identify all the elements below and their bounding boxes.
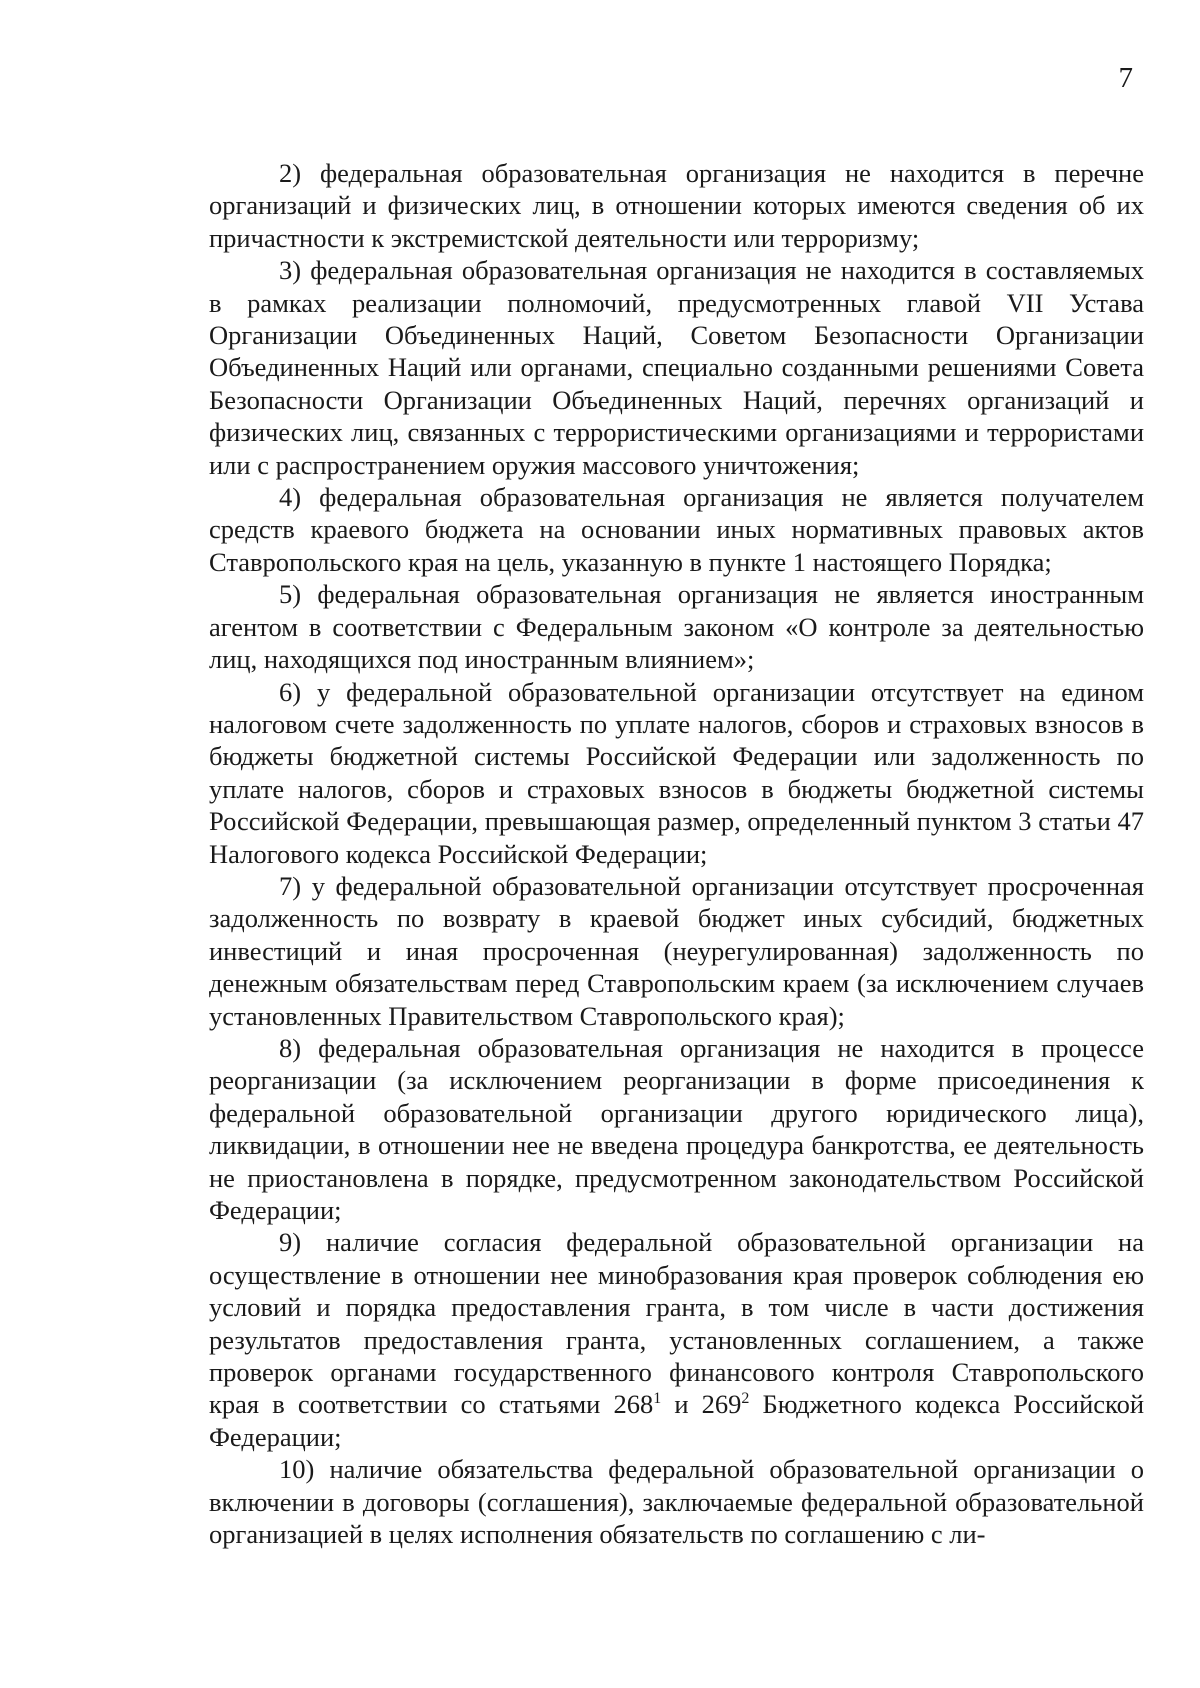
paragraph-item-4 [209, 481, 1144, 578]
paragraph-text: Бюджетного кодекса Российской Федерации; [209, 1389, 1145, 1452]
paragraph-text: 5) федеральная образовательная организация не является иностранным агентом в соответствии с Федеральным законом «О контроле за деятельностью лиц, находящихся под иностранным влиянием»; [209, 579, 1144, 675]
paragraph-item-10 [209, 1453, 1144, 1550]
paragraph-item-3 [209, 254, 1144, 481]
paragraph-text: 6) у федеральной образовательной организации отсутствует на едином налоговом счете задолженность по уплате налогов, сборов и страховых взносов в бюджеты бюджетной системы Российской Федерации или задолженность по уплате налогов, сборов и страховых взносов в бюджеты бюджетной системы Российской Федерации, превышающая размер, определенный пунктом 3 статьи 47 Налогового кодекса Российской Федерации; [209, 676, 1144, 869]
page-number: 7 [1118, 62, 1133, 94]
paragraph-item-6 [209, 676, 1144, 870]
paragraph-text: 3) федеральная образовательная организация не находится в составляемых в рамках реализации полномочий, предусмотренных главой VII Устава Организации Объединенных Наций, Советом Безопасности Организации Объединенных Наций или органами, специально созданными решениями Совета Безопасности Организации Объединенных Наций, перечнях организаций и физических лиц, связанных с террористическими организациями и террористами или с распространением оружия массового уничтожения; [209, 255, 1144, 480]
superscript: 2 [741, 1390, 750, 1408]
paragraph-item-9 [209, 1226, 1144, 1453]
paragraph-item-5 [209, 578, 1144, 675]
paragraph-text: 9) наличие согласия федеральной образовательной организации на осуществление в отношении нее минобразования края проверок соблюдения ею условий и порядка предоставления гранта, в том числе в части достижения результатов предоставления гранта, установленных соглашением, а также проверок органами государственного финансового контроля Ставропольского края в соответствии со статьями 268 [209, 1227, 1144, 1420]
paragraph-item-7 [209, 870, 1144, 1032]
paragraph-text: 2) федеральная образовательная организация не находится в перечне организаций и физических лиц, в отношении которых имеются сведения об их причастности к экстремистской деятельности или терроризму; [209, 158, 1144, 253]
paragraph-text: 8) федеральная образовательная организация не находится в процессе реорганизации (за исключением реорганизации в форме присоединения к федеральной образовательной организации другого юридического лица), ликвидации, в отношении нее не введена процедура банкротства, ее деятельность не приостановлена в порядке, предусмотренном законодательством Российской Федерации; [209, 1032, 1144, 1225]
paragraph-item-8 [209, 1032, 1144, 1226]
document-body [209, 157, 1144, 1550]
paragraph-text: 7) у федеральной образовательной организации отсутствует просроченная задолженность по возврату в краевой бюджет иных субсидий, бюджетных инвестиций и иная просроченная (неурегулированная) задолженность по денежным обязательствам перед Ставропольским краем (за исключением случаев установленных Правительством Ставропольского края); [209, 870, 1144, 1031]
paragraph-text: и 269 [661, 1389, 742, 1420]
paragraph-text: 10) наличие обязательства федеральной образовательной организации о включении в договоры (соглашения), заключаемые федеральной образовательной организацией в целях исполнения обязательств по соглашению с ли- [209, 1454, 1144, 1550]
superscript: 1 [653, 1390, 662, 1408]
paragraph-text: 4) федеральная образовательная организация не является получателем средств краевого бюджета на основании иных нормативных правовых актов Ставропольского края на цель, указанную в пункте 1 настоящего Порядка; [209, 482, 1144, 577]
paragraph-item-2 [209, 157, 1144, 254]
